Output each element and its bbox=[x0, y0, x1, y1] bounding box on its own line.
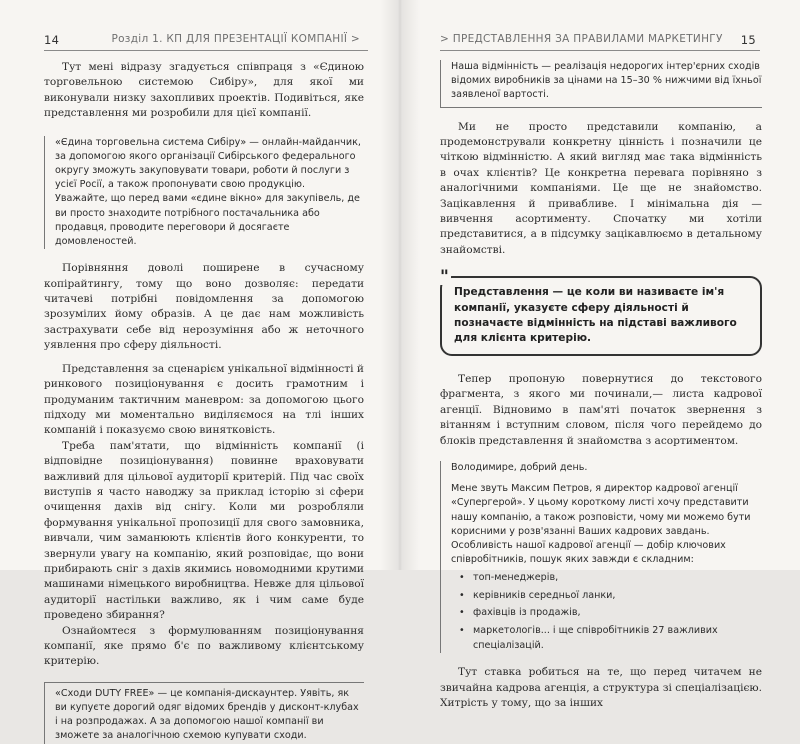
letter-greeting: Володимире, добрий день. bbox=[451, 461, 588, 473]
right-page-body bbox=[440, 60, 762, 712]
left-page-body bbox=[44, 60, 364, 744]
example-box bbox=[44, 682, 364, 744]
example-box bbox=[44, 136, 364, 250]
example-text: «Єдина торговельна система Сибіру» — онлайн-майданчик, за допомогою якого організації Сибірського федерального округу зможуть закуповувати товари, роботи й послуги з усієї Росії, а також пропонувати свою продукцію. bbox=[55, 136, 361, 191]
left-page-header bbox=[44, 33, 360, 51]
paragraph: Тут мені відразу згадується співпраця з «Єдиною торговельною системою Сибіру», для якої ми виконували низку захопливих проектів. Подивіться, яке представлення ми розробили для цієї компанії. bbox=[44, 61, 364, 120]
bullet-list bbox=[451, 570, 762, 653]
left-page bbox=[0, 0, 400, 742]
paragraph: Тепер пропоную повернутися до текстового фрагмента, з якого ми починали,— листа кадрової агенції. Відновимо в пам'яті початок звернення з вітанням і вступним словом, після чого перейдемо до блоків представлення й знайомства з асортиментом. bbox=[440, 372, 762, 447]
paragraph: Треба пам'ятати, що відмінність компанії (і відповідне позиціонування) повинне враховувати важливий для цільової аудиторії критерій. Під час своїх виступів я часто наводжу за приклад історію зі сфери очищення дахів від снігу. Коли ми розробляли формування унікальної пропозиції для свого замовника, вивчали, чим заманюють клієнтів його конкуренти, то звернули увагу на компанію, який розповідає, що вони прибирають сніг з дахів якимись новомодними крутими машинами німецького виробництва. Невже для цільової аудиторії настільки важливо, як і чим саме буде проведено збирання? bbox=[44, 439, 364, 622]
example-text: Уважайте, що перед вами «єдине вікно» для закупівель, де ви просто знаходите потрібного постачальника або продавця, проводите переговори й досягаєте домовленостей. bbox=[55, 193, 360, 248]
paragraph: Тут ставка робиться на те, що перед читачем не звичайна кадрова агенція, а структура зі спеціалізацією. Хитрість у тому, що за інших bbox=[440, 666, 762, 710]
running-head-text: Розділ 1. КП ДЛЯ ПРЕЗЕНТАЦІЇ КОМПАНІЇ bbox=[111, 33, 348, 45]
running-head-text: ПРЕДСТАВЛЕННЯ ЗА ПРАВИЛАМИ МАРКЕТИНГУ bbox=[452, 33, 723, 45]
letter-box bbox=[440, 461, 762, 653]
header-rule bbox=[440, 50, 760, 51]
example-text: Наша відмінність — реалізація недорогих інтер'єрних сходів відомих виробників за цінами на 15–30 % нижчими від їхньої заявленої вартості. bbox=[451, 61, 762, 101]
right-page bbox=[400, 0, 800, 710]
paragraph: Ознайомтеся з формулюванням позиціонування компанії, яке прямо б'є по важливому клієнтському критерію. bbox=[44, 624, 364, 668]
running-head bbox=[440, 33, 723, 45]
chevron-right-icon: > bbox=[440, 33, 450, 45]
quote-icon: " bbox=[440, 267, 449, 288]
header-rule bbox=[44, 50, 368, 51]
page-number: 14 bbox=[44, 33, 60, 47]
paragraph: Порівняння доволі поширене в сучасному копірайтингу, тому що воно дозволяє: передати читачеві потрібні повідомлення за допомогою зрозумілих йому образів. А це дає нам можливість застрахувати себе від нерозуміння або ж неточного уявлення про сферу діяльності. bbox=[44, 262, 364, 352]
paragraph: Представлення за сценарієм унікальної відмінності й ринкового позиціонування є досить грамотним і продуманим тактичним маневром: за допомогою цього підходу ми моментально виділяємося на тлі інших компаній і показуємо свою винятковість. bbox=[44, 362, 364, 437]
list-item: • керівників середньої ланки, bbox=[473, 588, 762, 603]
letter-text: Мене звуть Максим Петров, я директор кадрової агенції «Супергерой». У цьому короткому листі хочу представити нашу компанію, а також розповісти, чому ми можемо бути корисними у розв'язанні Ваших кадрових завдань. Особливість нашої кадрової агенції — добір ключових співробітників, пошук яких завжди є складним: bbox=[451, 483, 751, 566]
list-item: • фахівців із продажів, bbox=[473, 605, 762, 620]
example-box bbox=[440, 60, 762, 108]
list-item: • маркетологів... і ще співробітників 27 важливих спеціалізацій. bbox=[473, 623, 762, 654]
chevron-right-icon: > bbox=[350, 33, 360, 45]
paragraph: Ми не просто представили компанію, а продемонстрували конкретну цінність і позначили це чіткою відмінністю. А який вигляд має така відмінність в очах клієнтів? Це конкретна перевага порівняно з аналогічними компаніями. Це ще не знайомство. Зацікавлення й привабливе. І мінімальна дія — вивчення асортименту. Спочатку ми хотіли представитися, а в підсумку зацікавлюємо в детальному знайомстві. bbox=[440, 120, 762, 256]
callout-text: Представлення — це коли ви називаєте ім'я компанії, указуєте сферу діяльності й позначаєте відмінність на підставі важливого для клієнта критерію. bbox=[454, 286, 737, 345]
list-item: • топ-менеджерів, bbox=[473, 570, 762, 585]
definition-callout bbox=[440, 267, 762, 356]
page-number: 15 bbox=[740, 33, 756, 47]
right-page-header bbox=[440, 33, 756, 51]
example-text: «Сходи DUTY FREE» — це компанія-дискаунтер. Уявіть, як ви купуєте дорогий одяг відомих брендів у дисконт-клубах і на розпродажах. А за допомогою нашої компанії ви зможете за аналогічною схемою купувати сходи. bbox=[55, 687, 359, 742]
running-head bbox=[111, 33, 360, 45]
